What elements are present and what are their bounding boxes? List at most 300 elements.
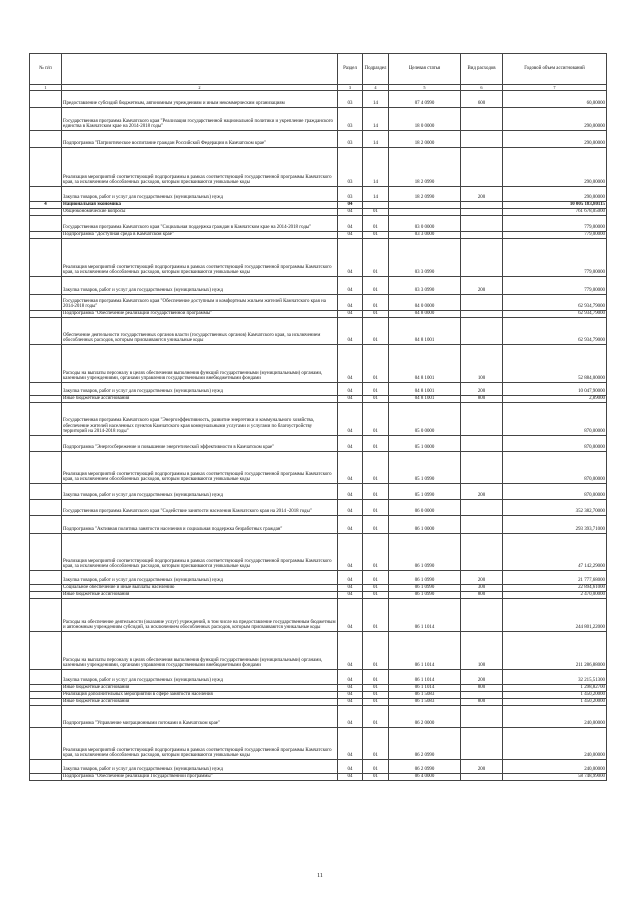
cell-podrazdel: 01 xyxy=(363,403,389,436)
column-number: 7 xyxy=(503,85,607,91)
cell-razdel: 04 xyxy=(338,452,363,484)
cell-sum: 211 286,88000 xyxy=(503,632,607,670)
cell-vr xyxy=(461,516,503,534)
cell-podrazdel: 01 xyxy=(363,592,389,599)
table-row xyxy=(30,534,607,571)
table-row xyxy=(30,670,607,685)
cell-csr: 05 1 0990 xyxy=(389,484,461,500)
cell-num: 4 xyxy=(30,202,62,209)
cell-podrazdel: 01 xyxy=(363,692,389,699)
cell-razdel: 04 xyxy=(338,202,363,209)
budget-allocation-table xyxy=(29,53,607,781)
cell-sum: 761 678,05000 xyxy=(503,209,607,216)
table-row xyxy=(30,592,607,599)
cell-sum: 779,00000 xyxy=(503,277,607,295)
cell-csr: 03 0 0000 xyxy=(389,216,461,232)
cell-num xyxy=(30,187,62,202)
cell-vr xyxy=(461,311,503,318)
cell-sum: 1 450,20000 xyxy=(503,699,607,706)
table-row xyxy=(30,760,607,774)
cell-csr: 04 0 0000 xyxy=(389,295,461,311)
cell-vr xyxy=(461,209,503,216)
cell-name: Подпрограмма "Управление миграционными потоками в Камчатском крае" xyxy=(62,706,338,728)
cell-num xyxy=(30,131,62,148)
header-podrazdel: Подраздел xyxy=(363,54,389,85)
cell-name: Подпрограмма "Обеспечение реализации Государственной программы" xyxy=(62,774,338,781)
table-row xyxy=(30,239,607,277)
cell-razdel: 04 xyxy=(338,484,363,500)
cell-razdel: 04 xyxy=(338,706,363,728)
cell-name: Реализация мероприятий соответствующей подпрограммы в рамках соответствующей государственной программы Камчатского края, за исключением обособленных расходов, которым присваиваются уникальные коды xyxy=(62,534,338,571)
cell-name: Государственная программа Камчатского края "Содействие занятости населения Камчатского края на 2014 -2018 годы" xyxy=(62,500,338,516)
cell-sum: 240,00000 xyxy=(503,706,607,728)
cell-vr: 200 xyxy=(461,670,503,685)
cell-csr xyxy=(389,209,461,216)
table-row xyxy=(30,277,607,295)
cell-csr: 05 1 0000 xyxy=(389,436,461,452)
cell-podrazdel: 01 xyxy=(363,209,389,216)
column-number: 3 xyxy=(338,85,363,91)
cell-sum: 779,00000 xyxy=(503,239,607,277)
cell-csr: 18 0 0000 xyxy=(389,108,461,131)
cell-podrazdel: 14 xyxy=(363,187,389,202)
table-row xyxy=(30,148,607,187)
cell-podrazdel: 01 xyxy=(363,436,389,452)
cell-csr: 18 2 0000 xyxy=(389,131,461,148)
cell-podrazdel: 14 xyxy=(363,148,389,187)
cell-razdel: 04 xyxy=(338,585,363,592)
table-row xyxy=(30,202,607,209)
cell-sum: 47 142,29000 xyxy=(503,534,607,571)
cell-podrazdel: 01 xyxy=(363,571,389,585)
cell-vr xyxy=(461,728,503,760)
cell-csr: 06 1 1014 xyxy=(389,685,461,692)
cell-vr: 200 xyxy=(461,760,503,774)
cell-sum: 779,00000 xyxy=(503,216,607,232)
cell-razdel: 03 xyxy=(338,131,363,148)
cell-razdel: 04 xyxy=(338,500,363,516)
header-name xyxy=(62,54,338,85)
cell-sum: 870,00000 xyxy=(503,436,607,452)
cell-sum: 32 215,51300 xyxy=(503,670,607,685)
cell-num xyxy=(30,148,62,187)
header-row xyxy=(30,54,607,85)
table-row xyxy=(30,685,607,692)
cell-sum: 240,00000 xyxy=(503,728,607,760)
cell-num xyxy=(30,670,62,685)
cell-vr: 100 xyxy=(461,632,503,670)
cell-sum: 60,00000 xyxy=(503,91,607,108)
cell-csr: 06 1 0990 xyxy=(389,571,461,585)
cell-vr: 800 xyxy=(461,592,503,599)
cell-razdel: 04 xyxy=(338,516,363,534)
cell-num xyxy=(30,436,62,452)
cell-vr xyxy=(461,202,503,209)
cell-sum: 22 894,61000 xyxy=(503,585,607,592)
table-row xyxy=(30,436,607,452)
cell-csr: 06 1 1014 xyxy=(389,599,461,632)
cell-vr: 600 xyxy=(461,91,503,108)
cell-name: Предоставление субсидий бюджетным, автономным учреждениям и иным некоммерческим организациям xyxy=(62,91,338,108)
cell-num xyxy=(30,728,62,760)
cell-num xyxy=(30,760,62,774)
cell-sum: 293 393,71000 xyxy=(503,516,607,534)
cell-csr: 05 1 0990 xyxy=(389,452,461,484)
cell-sum: 870,00000 xyxy=(503,403,607,436)
cell-num xyxy=(30,209,62,216)
cell-vr xyxy=(461,318,503,345)
table-row xyxy=(30,632,607,670)
cell-name: Расходы на выплаты персоналу в целях обеспечения выполнения функций государственными (муниципальными) органами, казенными учреждениями, органами управления государственными внебюджетными фондами xyxy=(62,632,338,670)
cell-csr: 06 0 0000 xyxy=(389,500,461,516)
cell-vr xyxy=(461,295,503,311)
cell-razdel: 04 xyxy=(338,534,363,571)
cell-num xyxy=(30,396,62,403)
cell-name: Общеэкономические вопросы xyxy=(62,209,338,216)
cell-num xyxy=(30,685,62,692)
cell-name: Закупка товаров, работ и услуг для государственных (муниципальных) нужд xyxy=(62,571,338,585)
cell-vr: 300 xyxy=(461,585,503,592)
cell-sum: 62 934,79000 xyxy=(503,311,607,318)
cell-num xyxy=(30,516,62,534)
cell-razdel: 04 xyxy=(338,599,363,632)
cell-name: Обеспечение деятельности государственных органов власти (государственных органов) Камчатского края, за исключением обособленных расходов, которым присваиваются уникальные коды xyxy=(62,318,338,345)
cell-name: Иные бюджетные ассигнования xyxy=(62,685,338,692)
cell-num xyxy=(30,108,62,131)
table-row xyxy=(30,345,607,383)
cell-razdel: 04 xyxy=(338,345,363,383)
cell-csr: 03 3 0000 xyxy=(389,232,461,239)
cell-csr xyxy=(389,202,461,209)
cell-name: Реализация мероприятий соответствующей подпрограммы в рамках соответствующей государственной программы Камчатского края, за исключением обособленных расходов, которым присваиваются уникальные коды xyxy=(62,728,338,760)
cell-name: Социальное обеспечение и иные выплаты населению xyxy=(62,585,338,592)
cell-csr: 03 3 0990 xyxy=(389,277,461,295)
cell-sum: 290,00000 xyxy=(503,187,607,202)
cell-name: Государственная программа Камчатского края "Обеспечение доступным и комфортным жильем жителей Камчатского края на 2014-2018 годы" xyxy=(62,295,338,311)
cell-csr: 06 1 5083 xyxy=(389,699,461,706)
cell-name: Реализация мероприятий соответствующей подпрограммы в рамках соответствующей государственной программы Камчатского края, за исключением обособленных расходов, которым присваиваются уникальные коды xyxy=(62,148,338,187)
cell-num xyxy=(30,403,62,436)
table-row xyxy=(30,585,607,592)
cell-name: Реализация дополнительных мероприятий в сфере занятости населения xyxy=(62,692,338,699)
cell-csr: 06 1 0990 xyxy=(389,585,461,592)
cell-vr xyxy=(461,706,503,728)
cell-sum: 290,00000 xyxy=(503,131,607,148)
cell-podrazdel: 01 xyxy=(363,232,389,239)
cell-podrazdel: 14 xyxy=(363,108,389,131)
cell-sum: 352 382,70000 xyxy=(503,500,607,516)
cell-sum: 779,00000 xyxy=(503,232,607,239)
table-row xyxy=(30,311,607,318)
cell-vr: 800 xyxy=(461,699,503,706)
cell-sum: 62 934,79000 xyxy=(503,318,607,345)
cell-razdel: 04 xyxy=(338,571,363,585)
table-row xyxy=(30,706,607,728)
cell-name: Национальная экономика xyxy=(62,202,338,209)
table-row xyxy=(30,500,607,516)
cell-name: Иные бюджетные ассигнования xyxy=(62,592,338,599)
cell-vr: 100 xyxy=(461,345,503,383)
cell-csr: 05 0 0000 xyxy=(389,403,461,436)
cell-name: Расходы на выплаты персоналу в целях обеспечения выполнения функций государственными (муниципальными) органами, казенными учреждениями, органами управления государственными внебюджетными фондами xyxy=(62,345,338,383)
table-body xyxy=(30,91,607,781)
cell-razdel: 04 xyxy=(338,774,363,781)
cell-razdel: 04 xyxy=(338,760,363,774)
cell-name: Закупка товаров, работ и услуг для государственных (муниципальных) нужд xyxy=(62,277,338,295)
cell-num xyxy=(30,632,62,670)
cell-vr: 200 xyxy=(461,187,503,202)
header-csr: Целевая статья xyxy=(389,54,461,85)
cell-num xyxy=(30,91,62,108)
cell-csr: 06 1 1014 xyxy=(389,670,461,685)
cell-vr: 200 xyxy=(461,571,503,585)
cell-razdel: 04 xyxy=(338,396,363,403)
cell-sum: 52 884,00000 xyxy=(503,345,607,383)
cell-razdel: 03 xyxy=(338,108,363,131)
table-row xyxy=(30,728,607,760)
cell-podrazdel: 01 xyxy=(363,706,389,728)
cell-razdel: 04 xyxy=(338,232,363,239)
cell-csr: 06 4 0000 xyxy=(389,774,461,781)
cell-razdel: 03 xyxy=(338,187,363,202)
cell-sum: 10 005 183,80115 xyxy=(503,202,607,209)
table-row xyxy=(30,599,607,632)
cell-num xyxy=(30,239,62,277)
cell-vr xyxy=(461,500,503,516)
cell-podrazdel: 01 xyxy=(363,216,389,232)
cell-podrazdel: 01 xyxy=(363,599,389,632)
cell-csr: 06 2 0000 xyxy=(389,706,461,728)
cell-num xyxy=(30,484,62,500)
cell-razdel: 04 xyxy=(338,239,363,277)
cell-name: Закупка товаров, работ и услуг для государственных (муниципальных) нужд xyxy=(62,670,338,685)
cell-num xyxy=(30,232,62,239)
cell-podrazdel: 01 xyxy=(363,685,389,692)
cell-name: Реализация мероприятий соответствующей подпрограммы в рамках соответствующей государственной программы Камчатского края, за исключением обособленных расходов, которым присваиваются уникальные коды xyxy=(62,452,338,484)
cell-podrazdel: 14 xyxy=(363,131,389,148)
cell-csr: 04 8 0000 xyxy=(389,311,461,318)
cell-vr: 200 xyxy=(461,383,503,396)
cell-csr: 03 3 0990 xyxy=(389,239,461,277)
cell-razdel: 04 xyxy=(338,318,363,345)
cell-name: Подпрограмма "Доступная среда в Камчатском крае" xyxy=(62,232,338,239)
cell-vr xyxy=(461,239,503,277)
cell-name: Подпрограмма "Патриотическое воспитание граждан Российской Федерации в Камчатском крае" xyxy=(62,131,338,148)
cell-num xyxy=(30,592,62,599)
table-row xyxy=(30,131,607,148)
header-vr: Вид расходов xyxy=(461,54,503,85)
table-row xyxy=(30,396,607,403)
cell-razdel: 04 xyxy=(338,216,363,232)
table-row xyxy=(30,403,607,436)
cell-vr: 800 xyxy=(461,396,503,403)
cell-num xyxy=(30,295,62,311)
cell-podrazdel: 01 xyxy=(363,500,389,516)
cell-num xyxy=(30,345,62,383)
cell-num xyxy=(30,216,62,232)
cell-razdel: 04 xyxy=(338,383,363,396)
cell-csr: 06 1 0990 xyxy=(389,534,461,571)
cell-csr: 06 1 0990 xyxy=(389,592,461,599)
cell-podrazdel: 01 xyxy=(363,277,389,295)
cell-razdel: 04 xyxy=(338,209,363,216)
cell-name: Иные бюджетные ассигнования xyxy=(62,396,338,403)
cell-podrazdel: 01 xyxy=(363,534,389,571)
cell-razdel: 04 xyxy=(338,632,363,670)
cell-podrazdel: 01 xyxy=(363,516,389,534)
table-row xyxy=(30,699,607,706)
cell-name: Государственная программа Камчатского края "Социальная поддержка граждан в Камчатском крае на 2014-2018 годы" xyxy=(62,216,338,232)
table-row xyxy=(30,91,607,108)
cell-name: Государственная программа Камчатского края "Реализация государственной национальной политики и укрепление гражданского единства в Камчатском крае на 2014-2018 годы" xyxy=(62,108,338,131)
cell-csr: 04 8 1001 xyxy=(389,383,461,396)
cell-razdel: 04 xyxy=(338,277,363,295)
cell-razdel: 04 xyxy=(338,592,363,599)
column-number: 1 xyxy=(30,85,62,91)
cell-num xyxy=(30,452,62,484)
cell-num xyxy=(30,500,62,516)
column-number: 5 xyxy=(389,85,461,91)
cell-razdel: 04 xyxy=(338,670,363,685)
cell-vr xyxy=(461,436,503,452)
cell-sum: 1 298,82700 xyxy=(503,685,607,692)
cell-podrazdel: 01 xyxy=(363,311,389,318)
cell-podrazdel: 01 xyxy=(363,774,389,781)
cell-podrazdel: 01 xyxy=(363,452,389,484)
cell-razdel: 04 xyxy=(338,685,363,692)
table-row xyxy=(30,692,607,699)
cell-podrazdel: 01 xyxy=(363,345,389,383)
cell-vr xyxy=(461,216,503,232)
table-row xyxy=(30,295,607,311)
cell-vr xyxy=(461,452,503,484)
cell-csr: 06 1 1014 xyxy=(389,632,461,670)
table-row xyxy=(30,484,607,500)
cell-podrazdel: 01 xyxy=(363,670,389,685)
cell-podrazdel: 01 xyxy=(363,318,389,345)
column-number: 2 xyxy=(62,85,338,91)
cell-name: Подпрограмма "Активная политика занятости населения и социальная поддержка безработных граждан" xyxy=(62,516,338,534)
cell-razdel: 04 xyxy=(338,692,363,699)
cell-vr xyxy=(461,148,503,187)
table-row xyxy=(30,108,607,131)
cell-vr xyxy=(461,403,503,436)
table-row xyxy=(30,318,607,345)
cell-csr: 18 2 0990 xyxy=(389,148,461,187)
cell-sum: 10 047,90000 xyxy=(503,383,607,396)
cell-podrazdel: 01 xyxy=(363,728,389,760)
header-sum: Годовой объем ассигнований xyxy=(503,54,607,85)
cell-podrazdel: 01 xyxy=(363,484,389,500)
cell-csr: 06 2 0990 xyxy=(389,760,461,774)
table-row xyxy=(30,452,607,484)
cell-num xyxy=(30,383,62,396)
cell-name: Закупка товаров, работ и услуг для государственных (муниципальных) нужд xyxy=(62,383,338,396)
cell-csr: 06 1 5083 xyxy=(389,692,461,699)
cell-vr: 800 xyxy=(461,685,503,692)
cell-sum: 62 934,79000 xyxy=(503,295,607,311)
table-row xyxy=(30,209,607,216)
cell-sum: 58 748,99000 xyxy=(503,774,607,781)
cell-name: Расходы на обеспечение деятельности (оказание услуг) учреждений, в том числе на предоставление государственным бюджетным и автономным учреждениям субсидий, за исключением обособленных расходов, которым присваиваются уникальные коды xyxy=(62,599,338,632)
header-razdel: Раздел xyxy=(338,54,363,85)
cell-num xyxy=(30,585,62,592)
cell-csr: 06 1 0000 xyxy=(389,516,461,534)
cell-num xyxy=(30,692,62,699)
cell-num xyxy=(30,534,62,571)
cell-razdel: 04 xyxy=(338,295,363,311)
cell-num xyxy=(30,706,62,728)
cell-sum: 21 777,68000 xyxy=(503,571,607,585)
cell-podrazdel: 01 xyxy=(363,396,389,403)
cell-podrazdel: 01 xyxy=(363,632,389,670)
cell-podrazdel xyxy=(363,202,389,209)
table-row xyxy=(30,232,607,239)
cell-name: Закупка товаров, работ и услуг для государственных (муниципальных) нужд xyxy=(62,760,338,774)
cell-razdel: 04 xyxy=(338,728,363,760)
cell-num xyxy=(30,277,62,295)
cell-sum: 870,00000 xyxy=(503,484,607,500)
cell-num xyxy=(30,774,62,781)
cell-name: Подпрограмма "Обеспечение реализации государственной программы" xyxy=(62,311,338,318)
cell-name: Подпрограмма "Энергосбережение и повышение энергетической эффективности в Камчатском крае" xyxy=(62,436,338,452)
page-number: 11 xyxy=(317,873,323,879)
cell-vr xyxy=(461,599,503,632)
table-row xyxy=(30,516,607,534)
cell-podrazdel: 01 xyxy=(363,295,389,311)
cell-sum: 290,00000 xyxy=(503,108,607,131)
cell-csr: 06 2 0990 xyxy=(389,728,461,760)
cell-name: Реализация мероприятий соответствующей подпрограммы в рамках соответствующей государственной программы Камчатского края, за исключением обособленных расходов, которым присваиваются уникальные коды xyxy=(62,239,338,277)
table-row xyxy=(30,383,607,396)
cell-razdel: 04 xyxy=(338,699,363,706)
cell-num xyxy=(30,311,62,318)
cell-sum: 2 470,00000 xyxy=(503,592,607,599)
cell-csr: 18 2 0990 xyxy=(389,187,461,202)
cell-num xyxy=(30,571,62,585)
cell-vr xyxy=(461,774,503,781)
cell-csr: 04 8 1001 xyxy=(389,396,461,403)
cell-vr xyxy=(461,232,503,239)
cell-razdel: 03 xyxy=(338,148,363,187)
table-row xyxy=(30,216,607,232)
cell-vr xyxy=(461,534,503,571)
cell-razdel: 04 xyxy=(338,311,363,318)
cell-num xyxy=(30,599,62,632)
table-row xyxy=(30,187,607,202)
cell-num xyxy=(30,699,62,706)
cell-podrazdel: 01 xyxy=(363,699,389,706)
cell-podrazdel: 01 xyxy=(363,585,389,592)
table-row xyxy=(30,774,607,781)
cell-razdel: 04 xyxy=(338,403,363,436)
cell-podrazdel: 01 xyxy=(363,383,389,396)
cell-name: Закупка товаров, работ и услуг для государственных (муниципальных) нужд xyxy=(62,187,338,202)
cell-sum: 244 801,22000 xyxy=(503,599,607,632)
cell-sum: 240,00000 xyxy=(503,760,607,774)
cell-csr: 04 8 1001 xyxy=(389,318,461,345)
cell-num xyxy=(30,318,62,345)
cell-sum: 2,89000 xyxy=(503,396,607,403)
column-number: 4 xyxy=(363,85,389,91)
cell-name: Закупка товаров, работ и услуг для государственных (муниципальных) нужд xyxy=(62,484,338,500)
cell-vr xyxy=(461,108,503,131)
cell-csr: 07 4 0990 xyxy=(389,91,461,108)
cell-vr xyxy=(461,692,503,699)
cell-vr: 200 xyxy=(461,484,503,500)
cell-sum: 870,00000 xyxy=(503,452,607,484)
cell-sum: 290,00000 xyxy=(503,148,607,187)
